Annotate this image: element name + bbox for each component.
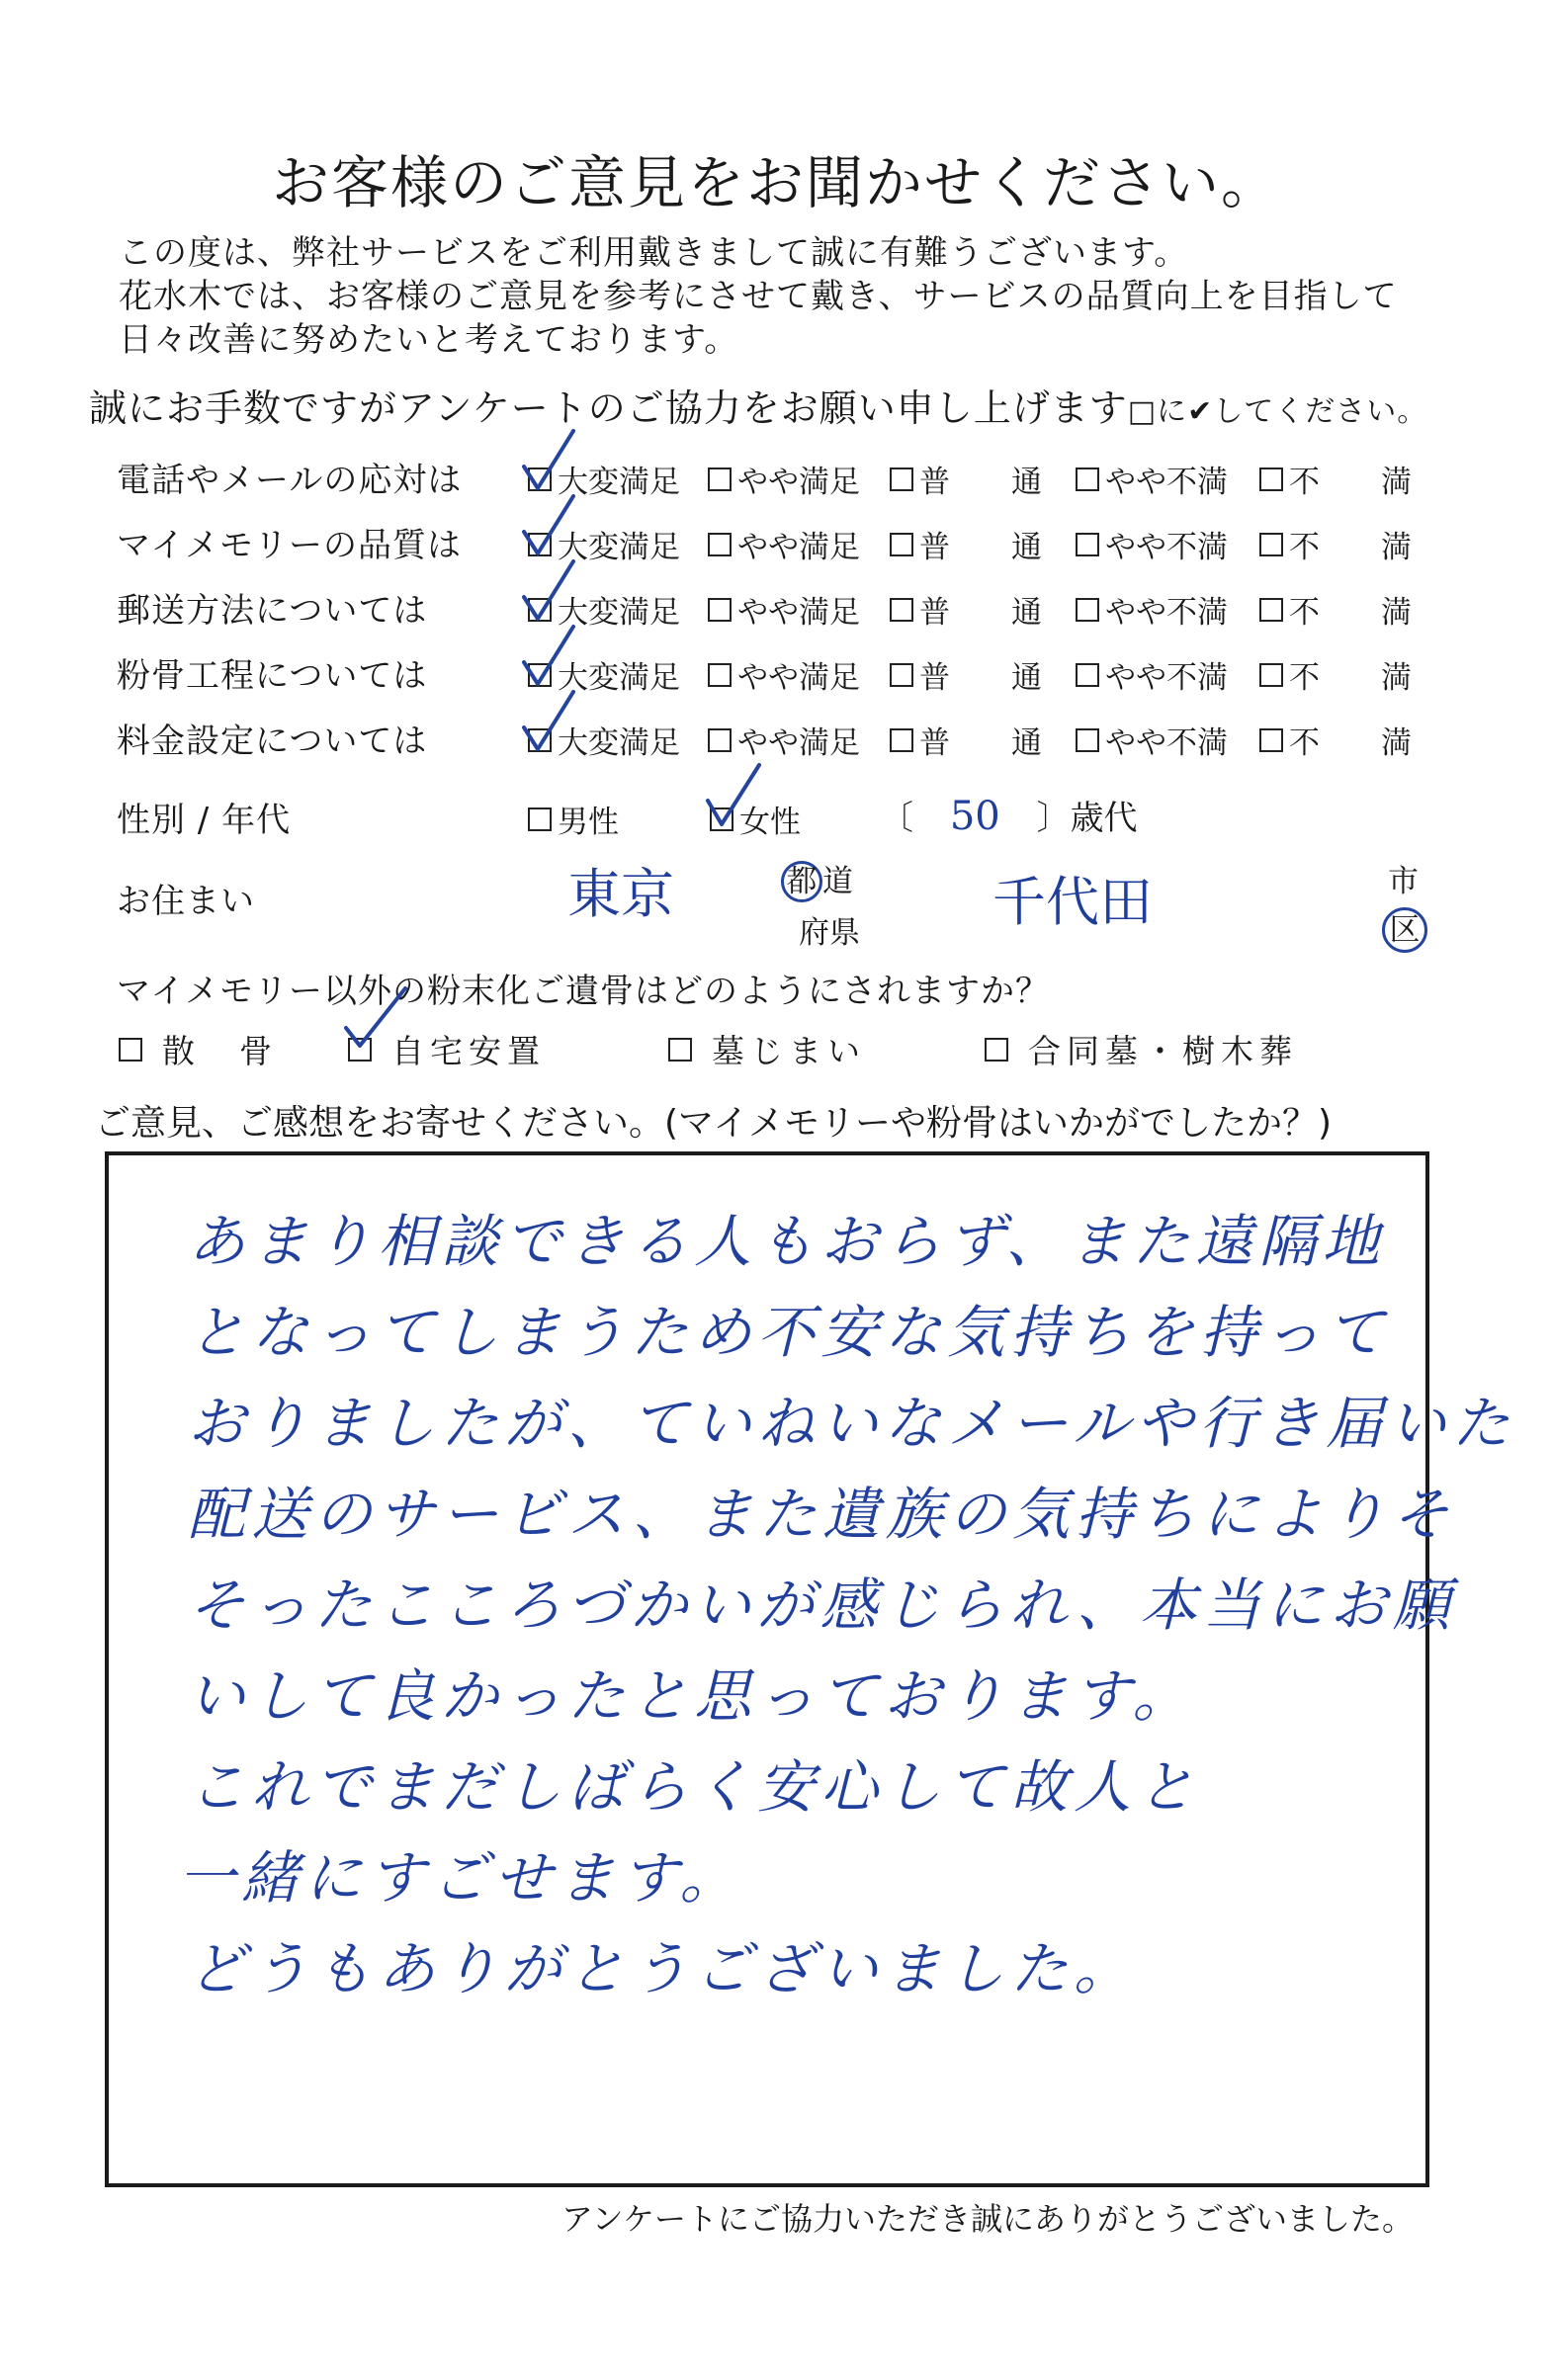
rating-option-label: 不 満: [1289, 725, 1412, 761]
rating-checkbox[interactable]: [1076, 533, 1099, 556]
other-use-option[interactable]: [985, 1026, 1298, 1072]
rating-label: 郵送方法については: [117, 591, 428, 631]
rating-checkbox[interactable]: [1076, 728, 1099, 752]
age-bracket-open: 〔: [880, 799, 913, 838]
rating-option[interactable]: [1259, 522, 1412, 566]
rating-label: 料金設定については: [117, 722, 428, 761]
intro-line-2: 花水木では、お客様のご意見を参考にさせて戴き、サービスの品質向上を目指して: [119, 277, 1398, 316]
rating-option[interactable]: [1076, 718, 1228, 762]
rating-option-label: 不 満: [1289, 465, 1412, 500]
lead-text: 誠にお手数ですがアンケートのご協力をお願い申し上げます: [89, 386, 1128, 430]
comment-line: これでまだしばらく安心して故人と: [188, 1753, 1201, 1821]
survey-lead: [89, 378, 1427, 432]
comment-line: 配送のサービス、また遺族の気持ちによりそ: [188, 1481, 1455, 1548]
comment-line: そったこころづかいが感じられ、本当にお願: [188, 1572, 1456, 1639]
rating-option-label: 普 通: [919, 465, 1042, 500]
rating-option[interactable]: [708, 652, 860, 697]
rating-option[interactable]: [890, 587, 1042, 632]
rating-checkbox[interactable]: [1259, 663, 1283, 687]
other-use-option[interactable]: [119, 1026, 278, 1072]
other-use-option-label: 墓じまい: [712, 1032, 866, 1070]
rating-option-label: 大変満足: [558, 530, 680, 565]
other-use-checkbox[interactable]: [985, 1038, 1008, 1062]
other-use-option-label: 自宅安置: [391, 1032, 546, 1070]
rating-checkbox[interactable]: [890, 533, 913, 556]
rating-option[interactable]: [890, 718, 1042, 762]
rating-option[interactable]: [708, 587, 860, 632]
rating-option-label: 不 満: [1289, 530, 1412, 565]
rating-check-mark: [520, 492, 579, 561]
rating-label: マイメモリーの品質は: [117, 526, 462, 565]
rating-option[interactable]: [1076, 652, 1228, 697]
gender-age-label: 性別 / 年代: [117, 801, 292, 840]
other-use-option-label: 合同墓・樹木葬: [1028, 1032, 1298, 1070]
rating-checkbox[interactable]: [708, 728, 732, 752]
home-storage-check-mark: [342, 984, 411, 1054]
rating-label: 電話やメールの応対は: [117, 461, 463, 500]
rating-option-label: やや不満: [1105, 465, 1228, 500]
rating-checkbox[interactable]: [708, 533, 732, 556]
intro-line-3: 日々改善に努めたいと考えております。: [119, 320, 739, 360]
rating-option[interactable]: [1259, 587, 1412, 632]
rating-checkbox[interactable]: [890, 598, 913, 622]
other-use-checkbox[interactable]: [119, 1038, 142, 1062]
rating-option[interactable]: [890, 652, 1042, 697]
rating-option-label: やや満足: [737, 725, 860, 761]
rating-checkbox[interactable]: [890, 728, 913, 752]
rating-option[interactable]: [1259, 457, 1412, 501]
rating-option[interactable]: [708, 522, 860, 566]
rating-label: 粉骨工程については: [117, 656, 428, 696]
comment-line: どうもありがとうございました。: [188, 1935, 1138, 2002]
comment-line: いして良かったと思っております。: [188, 1662, 1196, 1730]
city-shi: 市: [1388, 864, 1419, 899]
gender-male-option[interactable]: [528, 797, 619, 841]
pref-to-do: [781, 856, 853, 902]
rating-option[interactable]: [890, 457, 1042, 501]
age-field: [880, 791, 1138, 839]
male-label: 男性: [558, 805, 619, 840]
rating-option[interactable]: [1076, 457, 1228, 501]
page-title: お客様のご意見をお聞かせください。: [271, 149, 1280, 216]
rating-option-label: 普 通: [919, 595, 1042, 631]
rating-checkbox[interactable]: [1259, 533, 1283, 556]
comment-line: 一緒にすごせます。: [178, 1844, 743, 1912]
comment-line: あまり相談できる人もおらず、また遠隔地: [188, 1208, 1386, 1275]
female-label: 女性: [739, 805, 801, 840]
rating-option-label: 大変満足: [558, 595, 680, 631]
rating-option-label: 大変満足: [558, 660, 680, 696]
other-use-option-label: 散 骨: [162, 1032, 278, 1070]
other-use-option[interactable]: [668, 1026, 866, 1072]
rating-checkbox[interactable]: [708, 663, 732, 687]
rating-checkbox[interactable]: [1259, 598, 1283, 622]
check-hint-prefix: □に: [1127, 394, 1188, 429]
rating-option-label: 普 通: [919, 725, 1042, 761]
rating-option[interactable]: [1259, 652, 1412, 697]
rating-checkbox[interactable]: [1076, 663, 1099, 687]
rating-option[interactable]: [1259, 718, 1412, 762]
rating-checkbox[interactable]: [1259, 468, 1283, 491]
check-hint-suffix: してください。: [1213, 394, 1428, 429]
rating-option-label: やや不満: [1105, 725, 1228, 761]
rating-option-label: やや不満: [1105, 530, 1228, 565]
rating-option-label: 普 通: [919, 660, 1042, 696]
prefecture-value: 東京: [567, 863, 674, 925]
rating-check-mark: [520, 688, 579, 757]
other-use-checkbox[interactable]: [668, 1038, 692, 1062]
check-hint-mark: ✔: [1187, 394, 1214, 429]
rating-checkbox[interactable]: [890, 663, 913, 687]
other-use-question: マイメモリー以外の粉末化ご遺骨はどのようにされますか？: [117, 972, 1050, 1011]
rating-option-label: 不 満: [1289, 595, 1412, 631]
rating-checkbox[interactable]: [1076, 598, 1099, 622]
comments-box[interactable]: [105, 1151, 1515, 2187]
rating-option-label: 大変満足: [558, 725, 680, 761]
address-label: お住まい: [117, 882, 255, 921]
rating-option[interactable]: [708, 718, 860, 762]
rating-option-label: やや満足: [737, 595, 860, 631]
pref-do: 道: [822, 864, 853, 899]
rating-checkbox[interactable]: [1259, 728, 1283, 752]
rating-check-mark: [520, 427, 579, 496]
rating-option[interactable]: [1076, 587, 1228, 632]
female-check-mark: [704, 761, 763, 830]
rating-option-label: 不 満: [1289, 660, 1412, 696]
rating-check-mark: [520, 623, 579, 692]
rating-checkbox[interactable]: [890, 468, 913, 491]
pref-fuken: 府県: [799, 915, 860, 951]
rating-checkbox[interactable]: [708, 598, 732, 622]
city-ku-circled: 区: [1382, 907, 1427, 953]
age-value: 50: [949, 794, 1000, 839]
rating-option-label: 大変満足: [558, 465, 680, 500]
male-checkbox[interactable]: [528, 808, 552, 831]
rating-option[interactable]: [708, 457, 860, 501]
comment-line: おりましたが、ていねいなメールや行き届いた: [188, 1390, 1515, 1457]
rating-option-label: やや満足: [737, 530, 860, 565]
pref-to-circled: 都: [781, 861, 822, 902]
intro-line-1: この度は、弊社サービスをご利用戴きまして誠に有難うございます。: [119, 233, 1189, 273]
rating-option-label: やや満足: [737, 660, 860, 696]
footer-thanks: アンケートにご協力いただき誠にありがとうございました。: [560, 2200, 1414, 2238]
comments-label: ご意見、ご感想をお寄せください。(マイメモリーや粉骨はいかがでしたか？): [95, 1103, 1333, 1144]
age-bracket-close: 〕歳代: [1036, 799, 1138, 838]
rating-option-label: やや不満: [1105, 660, 1228, 696]
rating-option-label: やや満足: [737, 465, 860, 500]
rating-checkbox[interactable]: [1076, 468, 1099, 491]
rating-option[interactable]: [1076, 522, 1228, 566]
rating-option-label: 普 通: [919, 530, 1042, 565]
comment-line: となってしまうため不安な気持ちを持って: [188, 1299, 1391, 1366]
rating-check-mark: [520, 557, 579, 627]
rating-checkbox[interactable]: [708, 468, 732, 491]
city-value: 千代田: [992, 871, 1153, 933]
rating-option-label: やや不満: [1105, 595, 1228, 631]
rating-option[interactable]: [890, 522, 1042, 566]
